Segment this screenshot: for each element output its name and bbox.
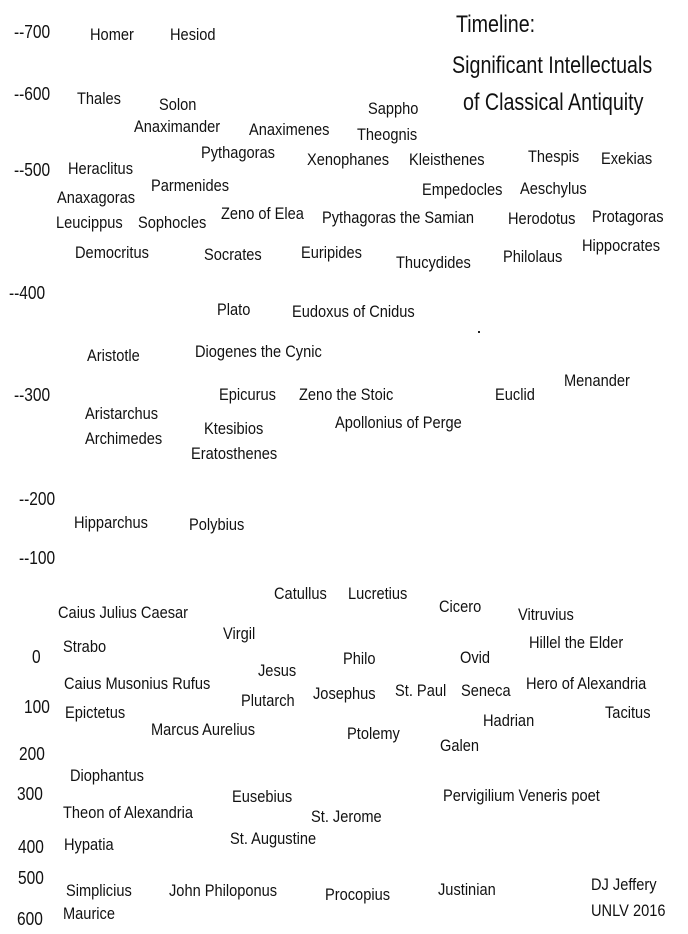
name-label: Ktesibios — [204, 419, 264, 438]
name-label: Theognis — [357, 125, 418, 144]
name-label: Vitruvius — [518, 605, 574, 624]
name-label: Thucydides — [396, 253, 471, 272]
name-label: Euclid — [495, 385, 535, 404]
name-label: Maurice — [63, 904, 116, 923]
name-label: Jesus — [258, 661, 297, 680]
name-label: Epicurus — [219, 385, 276, 404]
name-label: Sophocles — [138, 213, 207, 232]
name-label: Catullus — [274, 584, 327, 603]
title-line-2: Significant Intellectuals — [452, 52, 653, 79]
year-label: --400 — [9, 283, 46, 303]
year-label: 400 — [18, 837, 44, 857]
year-label: 0 — [32, 647, 41, 667]
name-label: Menander — [564, 371, 630, 390]
name-label: Protagoras — [592, 207, 664, 226]
name-label: Virgil — [223, 624, 256, 643]
name-label: Ovid — [460, 648, 491, 667]
name-label: Tacitus — [605, 703, 651, 722]
year-label: 500 — [18, 868, 44, 888]
name-label: Zeno the Stoic — [299, 385, 394, 404]
name-label: Epictetus — [65, 703, 126, 722]
name-label: Solon — [159, 95, 197, 114]
name-label: Eratosthenes — [191, 444, 278, 463]
name-label: Xenophanes — [307, 150, 390, 169]
year-label: 600 — [17, 909, 43, 929]
name-label: Hipparchus — [74, 513, 148, 532]
name-label: Empedocles — [422, 180, 503, 199]
name-label: Herodotus — [508, 209, 576, 228]
name-label: Seneca — [461, 681, 511, 700]
name-label: Diophantus — [70, 766, 144, 785]
year-label: --600 — [14, 84, 51, 104]
credit-author: DJ Jeffery — [591, 875, 657, 894]
name-label: Homer — [90, 25, 134, 44]
name-label: Diogenes the Cynic — [195, 342, 322, 361]
year-label: 100 — [24, 697, 50, 717]
name-label: Thales — [77, 89, 121, 108]
name-label: Justinian — [438, 880, 496, 899]
name-label: St. Paul — [395, 681, 447, 700]
name-label: Eusebius — [232, 787, 293, 806]
year-label: --300 — [14, 385, 51, 405]
name-label: Apollonius of Perge — [335, 413, 462, 432]
name-label: Thespis — [528, 147, 580, 166]
year-label: 200 — [19, 744, 45, 764]
name-label: Caius Julius Caesar — [58, 603, 189, 622]
name-label: Caius Musonius Rufus — [64, 674, 211, 693]
year-label: --700 — [14, 22, 51, 42]
name-label: Hero of Alexandria — [526, 674, 647, 693]
year-label: --100 — [19, 548, 56, 568]
name-label: Heraclitus — [68, 159, 134, 178]
name-label: Theon of Alexandria — [63, 803, 194, 822]
name-label: Strabo — [63, 637, 107, 656]
name-label: Hesiod — [170, 25, 216, 44]
name-label: Lucretius — [348, 584, 408, 603]
title-line-3: of Classical Antiquity — [463, 89, 644, 116]
name-label: Aeschylus — [520, 179, 587, 198]
name-label: Simplicius — [66, 881, 132, 900]
name-label: Polybius — [189, 515, 245, 534]
name-label: Marcus Aurelius — [151, 720, 256, 739]
name-label: Hillel the Elder — [529, 633, 624, 652]
name-label: Eudoxus of Cnidus — [292, 302, 415, 321]
year-label: --500 — [14, 160, 51, 180]
name-label: Anaxagoras — [57, 188, 136, 207]
name-label: Socrates — [204, 245, 262, 264]
name-label: Leucippus — [56, 213, 123, 232]
name-label: Procopius — [325, 885, 391, 904]
credit-year: UNLV 2016 — [591, 901, 666, 920]
name-label: Pythagoras — [201, 143, 275, 162]
name-label: Ptolemy — [347, 724, 400, 743]
name-label: Democritus — [75, 243, 149, 262]
name-label: St. Jerome — [311, 807, 382, 826]
name-label: Sappho — [368, 99, 419, 118]
name-label: Archimedes — [85, 429, 163, 448]
name-label: Pythagoras the Samian — [322, 208, 474, 227]
name-label: Plato — [217, 300, 251, 319]
name-label: Kleisthenes — [409, 150, 485, 169]
stray-dot — [478, 331, 480, 333]
year-label: 300 — [17, 784, 43, 804]
name-label: Euripides — [301, 243, 362, 262]
name-label: Josephus — [313, 684, 376, 703]
name-label: Anaximander — [134, 117, 221, 136]
name-label: Aristotle — [87, 346, 140, 365]
name-label: Hadrian — [483, 711, 535, 730]
name-label: Hippocrates — [582, 236, 661, 255]
title-line-1: Timeline: — [456, 11, 536, 38]
name-label: Exekias — [601, 149, 653, 168]
name-label: Philolaus — [503, 247, 563, 266]
name-label: John Philoponus — [169, 881, 278, 900]
name-label: Anaximenes — [249, 120, 330, 139]
name-label: St. Augustine — [230, 829, 317, 848]
name-label: Plutarch — [241, 691, 295, 710]
name-label: Cicero — [439, 597, 482, 616]
name-label: Philo — [343, 649, 376, 668]
name-label: Aristarchus — [85, 404, 159, 423]
year-label: --200 — [19, 489, 56, 509]
name-label: Galen — [440, 736, 480, 755]
name-label: Parmenides — [151, 176, 230, 195]
name-label: Zeno of Elea — [221, 204, 304, 223]
name-label: Pervigilium Veneris poet — [443, 786, 600, 805]
name-label: Hypatia — [64, 835, 114, 854]
